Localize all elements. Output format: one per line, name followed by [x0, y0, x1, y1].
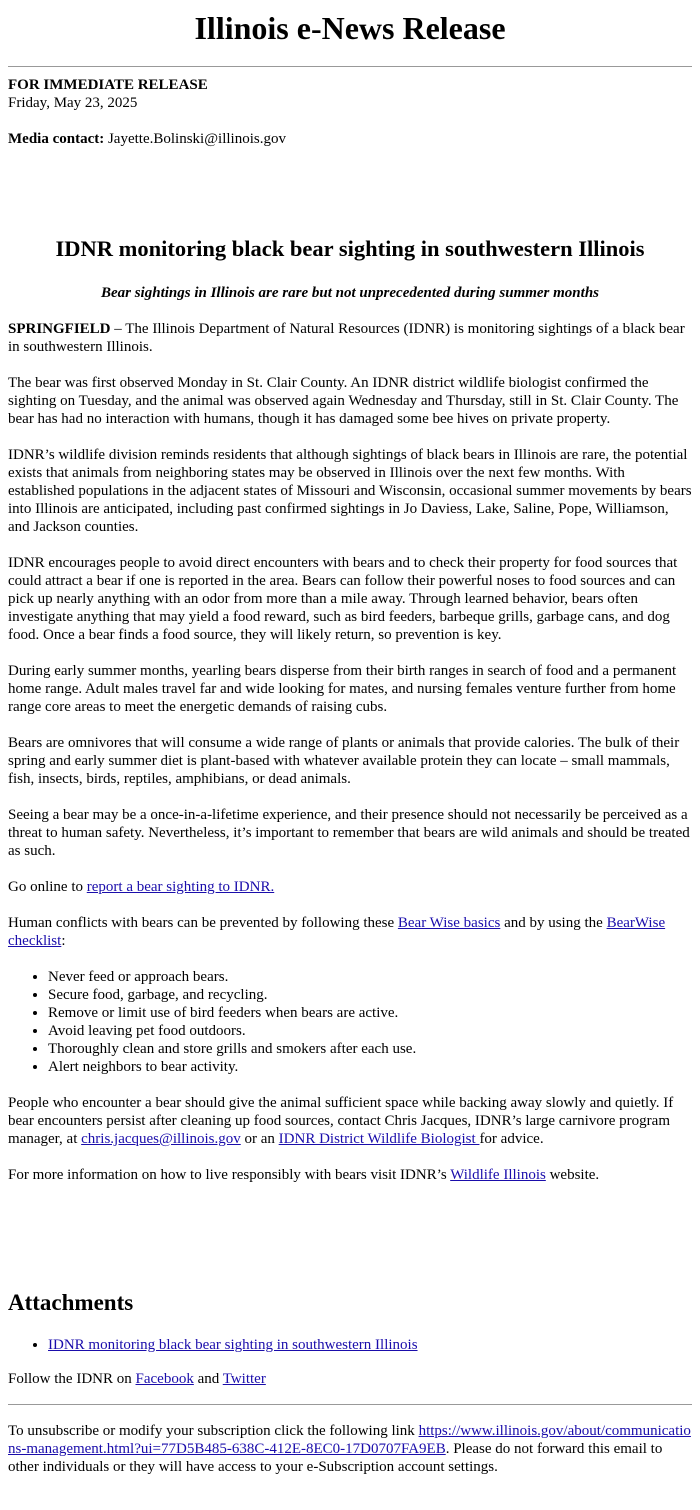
- conflicts-paragraph: [8, 914, 692, 950]
- release-label: FOR IMMEDIATE RELEASE: [8, 77, 208, 93]
- bearwise-basics-link[interactable]: Bear Wise basics: [397, 915, 501, 931]
- report-prefix: Go online to: [8, 879, 87, 895]
- conflicts-suffix: :: [61, 933, 66, 949]
- list-item: • Alert neighbors to bear activity.: [48, 1058, 692, 1076]
- lead-paragraph: [8, 320, 692, 356]
- facebook-link[interactable]: Facebook: [135, 1371, 194, 1387]
- media-contact-email: Jayette.Bolinski@illinois.gov: [107, 131, 286, 147]
- email-page: [8, 0, 692, 1475]
- paragraph-5: Bears are omnivores that will consume a wide range of plants or animals that provide calories. The bulk of their spring and early summer diet is plant-based with whatever available protein they can locate – small mammals, fish, insects, birds, reptiles, amphibians, or dead animals.: [8, 735, 680, 787]
- media-contact: [8, 130, 692, 148]
- footer-prefix: To unsubscribe or modify your subscription click the following link: [8, 1423, 419, 1439]
- encounter-middle: or an: [240, 1131, 279, 1147]
- release-info: [8, 76, 692, 148]
- report-sighting-link[interactable]: report a bear sighting to IDNR.: [86, 879, 275, 895]
- paragraph-4: During early summer months, yearling bears disperse from their birth ranges in search of food and a permanent home range. Adult males travel far and wide looking for mates, and nursing females venture further from home range core areas to meet the energetic demands of raising cubs.: [8, 663, 677, 715]
- attachments-list: [8, 1336, 700, 1354]
- list-item: • Avoid leaving pet food outdoors.: [48, 1022, 692, 1040]
- footer-paragraph: [8, 1422, 692, 1476]
- follow-paragraph: [8, 1370, 692, 1388]
- footer-divider: [8, 1404, 692, 1405]
- paragraph-6: Seeing a bear may be a once-in-a-lifetime experience, and their presence should not necessarily be perceived as a threat to human safety. Nevertheless, it’s important to remember that bears are wild animals and should be treated as such.: [8, 807, 690, 859]
- bearwise-checklist-link[interactable]: BearWise checklist: [8, 915, 666, 949]
- unsubscribe-link[interactable]: https://www.illinois.gov/about/communications-management.html?ui=77D5B485-638C-412E-8EC0-17D0707FA9EB: [8, 1423, 691, 1457]
- paragraph-1: The bear was first observed Monday in St. Clair County. An IDNR district wildlife biologist confirmed the sighting on Tuesday, and the animal was observed again Wednesday and Thursday, still in St. Clair County. The bear has had no interaction with humans, though it has damaged some bee hives on private property.: [8, 375, 679, 427]
- more-info-paragraph: [8, 1166, 692, 1184]
- article-subhead: Bear sightings in Illinois are rare but not unprecedented during summer months: [100, 285, 600, 301]
- follow-and: and: [193, 1371, 223, 1387]
- top-divider: [8, 66, 692, 67]
- dateline: SPRINGFIELD: [8, 321, 111, 337]
- list-item: • Secure food, garbage, and recycling.: [48, 986, 692, 1004]
- list-item: • Thoroughly clean and store grills and smokers after each use.: [48, 1040, 692, 1058]
- lead-text: – The Illinois Department of Natural Resources (IDNR) is monitoring sightings of a black bear in southwestern Illinois.: [8, 321, 685, 355]
- twitter-link[interactable]: Twitter: [222, 1371, 266, 1387]
- follow-prefix: Follow the IDNR on: [8, 1371, 136, 1387]
- conflicts-prefix: Human conflicts with bears can be prevented by following these: [8, 915, 398, 931]
- wildlife-illinois-link[interactable]: Wildlife Illinois: [450, 1167, 546, 1183]
- more-info-prefix: For more information on how to live responsibly with bears visit IDNR’s: [8, 1167, 451, 1183]
- district-biologist-link[interactable]: IDNR District Wildlife Biologist: [278, 1131, 480, 1147]
- paragraph-3: IDNR encourages people to avoid direct encounters with bears and to check their property for food sources that could attract a bear if one is reported in the area. Bears can follow their powerful noses to food sources and can pick up nearly anything with an odor from more than a mile away. Through learned behavior, bears often investigate anything that may yield a food reward, such as bird feeders, barbeque grills, garbage cans, and dog food. Once a bear finds a food source, they will likely return, so prevention is key.: [8, 555, 678, 643]
- report-paragraph: [8, 878, 692, 896]
- attachments-heading: Attachments: [8, 1290, 134, 1315]
- encounter-suffix: for advice.: [479, 1131, 544, 1147]
- media-contact-label: Media contact:: [8, 131, 105, 147]
- chris-jacques-email-link[interactable]: chris.jacques@illinois.gov: [81, 1131, 241, 1147]
- paragraph-2: IDNR’s wildlife division reminds residents that although sightings of black bears in Illinois are rare, the potential exists that animals from neighboring states may be observed in Illinois over the next few months. With established populations in the adjacent states of Missouri and Wisconsin, occasional summer movements by bears into Illinois are anticipated, including past confirmed sightings in Jo Daviess, Lake, Saline, Pope, Williamson, and Jackson counties.: [8, 447, 692, 535]
- list-item: • Remove or limit use of bird feeders when bears are active.: [48, 1004, 692, 1022]
- list-item: [48, 1336, 700, 1354]
- masthead-title: Illinois e-News Release: [194, 10, 506, 46]
- article-headline: IDNR monitoring black bear sighting in southwestern Illinois: [55, 236, 645, 261]
- attachment-link[interactable]: IDNR monitoring black bear sighting in southwestern Illinois: [48, 1337, 418, 1353]
- article-body: [8, 320, 692, 1184]
- release-date: Friday, May 23, 2025: [8, 95, 138, 111]
- encounter-prefix: People who encounter a bear should give the animal sufficient space while backing away slowly and quietly. If bear encounters persist after cleaning up food sources, contact Chris Jacques, IDNR’s large carnivore program manager, at: [8, 1095, 674, 1147]
- encounter-paragraph: [8, 1094, 692, 1148]
- conflicts-middle: and by using the: [500, 915, 607, 931]
- list-item: • Never feed or approach bears.: [48, 968, 692, 986]
- footer-suffix: . Please do not forward this email to other individuals or they will have access to your e-Subscription account settings.: [8, 1441, 663, 1475]
- tips-list: [8, 968, 692, 1076]
- more-info-suffix: website.: [545, 1167, 600, 1183]
